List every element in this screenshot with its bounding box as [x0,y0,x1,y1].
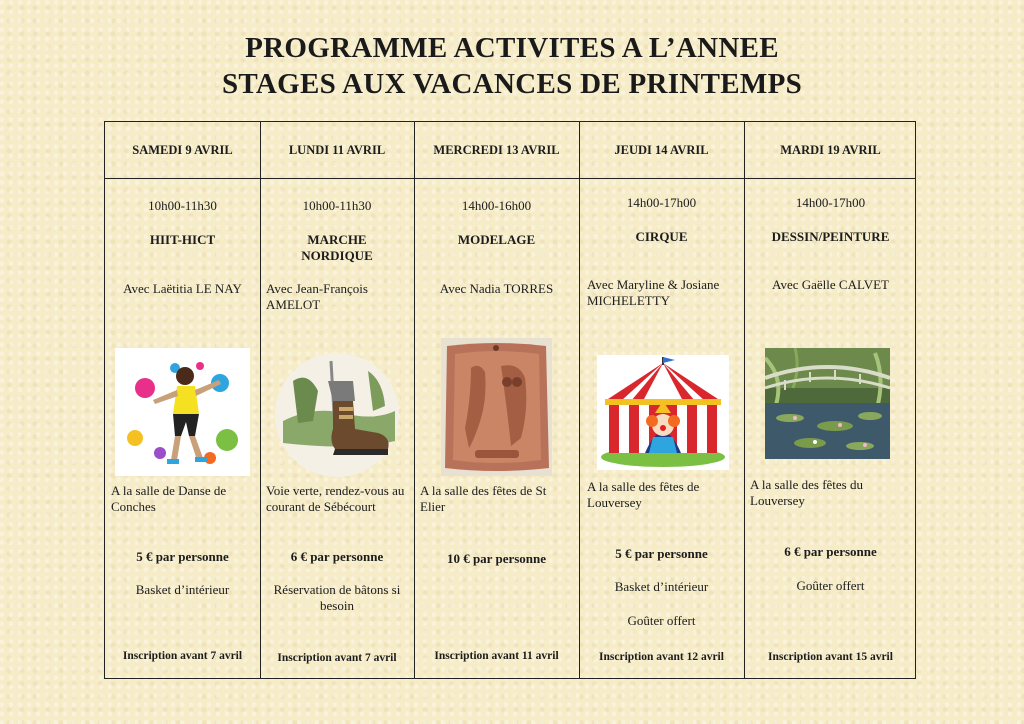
location: A la salle des fêtes du Louversey [750,477,863,508]
activity-name: MODELAGE [457,232,536,247]
activity-name: MARCHE NORDIQUE [301,232,373,263]
japanese-bridge-painting-icon [765,348,890,459]
registration-deadline: Inscription avant 12 avril [599,651,724,663]
day-header: JEUDI 14 AVRIL [614,142,709,157]
day-header: SAMEDI 9 AVRIL [132,142,233,157]
clay-tablet-icon [441,338,552,476]
location: A la salle des fêtes de Louversey [587,479,700,510]
day-header: MERCREDI 13 AVRIL [433,142,560,157]
activity-name: CIRQUE [635,229,688,244]
instructor: Avec Nadia TORRES [439,281,554,296]
price: 5 € par personne [136,549,229,564]
day-header: MARDI 19 AVRIL [780,142,881,157]
day-column-monday [260,122,414,678]
hiking-boot-icon [273,351,401,479]
location: Voie verte, rendez-vous au courant de Sébécourt [266,483,405,514]
price: 6 € par personne [784,544,877,559]
registration-deadline: Inscription avant 7 avril [277,652,397,664]
time-slot: 10h00-11h30 [302,198,372,213]
registration-deadline: Inscription avant 15 avril [768,651,893,663]
instructor: Avec Maryline & Josiane MICHELETTY [587,277,720,308]
note: Goûter offert [796,578,865,593]
circus-tent-clown-icon [597,355,729,470]
day-header: LUNDI 11 AVRIL [288,142,386,157]
time-slot: 14h00-16h00 [461,198,532,213]
note: Basket d’intérieur [135,582,230,597]
schedule-table [104,121,916,679]
time-slot: 14h00-17h00 [626,195,697,210]
day-column-wednesday [414,122,579,678]
instructor: Avec Gaëlle CALVET [772,277,889,292]
time-slot: 10h00-11h30 [148,198,217,213]
dancer-paint-splash-icon [115,348,250,476]
price: 10 € par personne [446,551,547,566]
day-column-tuesday [744,122,917,678]
location: A la salle des fêtes de St Elier [420,483,547,514]
price: 5 € par personne [615,546,708,561]
day-column-thursday [579,122,744,678]
price: 6 € par personne [290,549,384,564]
time-slot: 14h00-17h00 [795,195,866,210]
day-column-saturday [105,122,260,678]
page-title-line-1: PROGRAMME ACTIVITES A L’ANNEE [245,32,779,64]
activity-name: DESSIN/PEINTURE [771,229,890,244]
instructor: Avec Laëtitia LE NAY [123,281,242,296]
note: Goûter offert [627,613,696,628]
note: Réservation de bâtons si besoin [273,582,401,613]
location: A la salle de Danse de Conches [111,483,227,514]
registration-deadline: Inscription avant 11 avril [434,650,559,662]
activity-name: HIIT-HICT [149,232,216,247]
page-title-line-2: STAGES AUX VACANCES DE PRINTEMPS [221,68,803,100]
registration-deadline: Inscription avant 7 avril [122,650,243,662]
instructor: Avec Jean-François AMELOT [266,281,368,312]
note: Basket d’intérieur [614,579,709,594]
